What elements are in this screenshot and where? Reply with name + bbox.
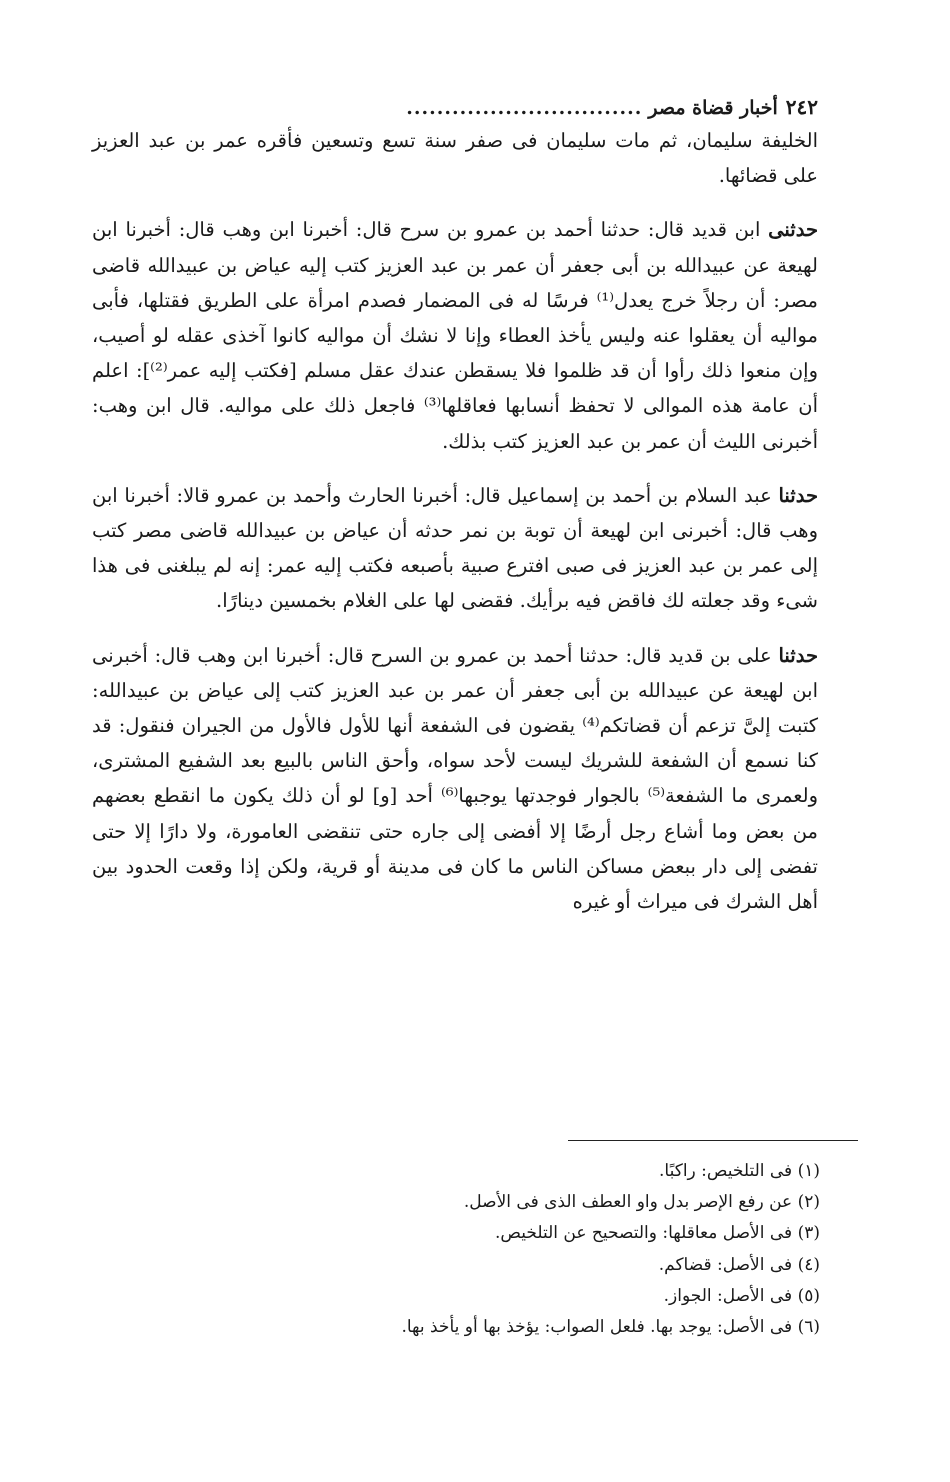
footnote-3: (٣) فى الأصل معاقلها: والتصحيح عن التلخيص. <box>495 1223 820 1244</box>
footnote-1: (١) فى التلخيص: راكبًا. <box>659 1161 820 1181</box>
page-number: ٢٤٢ <box>785 95 818 119</box>
running-title: أخبار قضاة مصر <box>648 97 778 119</box>
paragraph-hadith-3 <box>92 638 818 920</box>
paragraph-text: عبد السلام بن أحمد بن إسماعيل قال: أخبرنا الحارث وأحمد بن عمرو قالا: أخبرنا ابن وهب قال: أخبرنى ابن لهيعة أن توبة بن نمر حدثه أن عياض بن عبيدالله قاضى مصر كتب إلى عمر بن عبد العزيز فى صبى افترع صبية بأصبعه فكتب إليه عمر: إنه لم يبلغنى فى هذا شىء وقد جعلته لك فاقض فيه برأيك. فقضى لها على الغلام بخمسين دينارًا. <box>92 483 818 613</box>
paragraph-hadith-1 <box>92 212 818 458</box>
paragraph-lead-word: حدثنا <box>778 643 818 667</box>
footnote-2: (٢) عن رفع الإصر بدل واو العطف الذى فى الأصل. <box>463 1192 820 1213</box>
page-body <box>92 94 818 919</box>
paragraph-lead-word: حدثنى <box>768 218 818 242</box>
footnotes <box>260 1156 820 1343</box>
paragraph-text: الخليفة سليمان، ثم مات سليمان فى صفر سنة تسع وتسعين فأقره عمر بن عبد العزيز على قضائها. <box>92 129 818 188</box>
footnote-separator <box>568 1140 858 1141</box>
paragraph-lead-word: حدثنا <box>778 483 818 507</box>
paragraph-text: ابن قديد قال: حدثنا أحمد بن عمرو بن سرح قال: أخبرنا ابن وهب قال: أخبرنا ابن لهيعة عن عبيدالله بن أبى جعفر أن عمر بن عبد العزيز كتب إليه عياض بن عبيدالله قاضى مصر: أن رجلاً خرج يعدل⁽¹⁾ فرسًا له فى المضمار فصدم امرأة على الطريق فقتلها، فأبى مواليه أن يعقلوا عنه وليس يأخذ العطاء وإنا لا نشك أن مواليه كانوا آخذى عقله لو أصيب، وإن منعوا ذلك رأوا أن قد ظلموا فلا يسقطن عندك عقل مسلم [فكتب إليه عمر⁽²⁾]: اعلم أن عامة هذه الموالى لا تحفظ أنسابها فعاقلها⁽³⁾ فاجعل ذلك على مواليه. قال ابن وهب: أخبرنى الليث أن عمر بن عبد العزيز كتب بذلك. <box>92 218 819 453</box>
paragraph-hadith-2 <box>92 478 818 619</box>
footnote-6: (٦) فى الأصل: يوجد بها. فلعل الصواب: يؤخذ بها أو يأخذ بها. <box>401 1317 820 1338</box>
footnote-5: (٥) فى الأصل: الجواز. <box>663 1285 820 1306</box>
header-leader-dots: ............................... <box>406 97 643 119</box>
paragraph-continuation <box>92 123 818 193</box>
footnote-4: (٤) فى الأصل: قضاكم. <box>658 1254 820 1275</box>
page-header <box>92 94 818 121</box>
paragraph-text: على بن قديد قال: حدثنا أحمد بن عمرو بن السرح قال: أخبرنا ابن وهب قال: أخبرنى ابن لهيعة عن عبيدالله بن أبى جعفر أن عمر بن عبد العزيز كتب إلى عياض بن عبيدالله: كتبت إلىَّ تزعم أن قضاتكم⁽⁴⁾ يقضون فى الشفعة أنها للأول فالأول من الجيران فنقول: قد كنا نسمع أن الشفعة للشريك ليست لأحد سواه، وأحق الناس بالبيع بعد الشفيع المشترى، ولعمرى ما الشفعة⁽⁵⁾ بالجوار فوجدتها يوجبها⁽⁶⁾ أحد [و] لو أن ذلك يكون ما انقطع بعضهم من بعض وما أشاع رجل أرضًا إلا أفضى إلى جاره حتى تنقضى العامورة، ولا دارًا إلا حتى تفضى إلى دار ببعض مساكن الناس ما كان فى مدينة أو قرية، ولكن إذا وقعت الحدود بين أهل الشرك فى ميراث أو غيره <box>92 643 818 914</box>
